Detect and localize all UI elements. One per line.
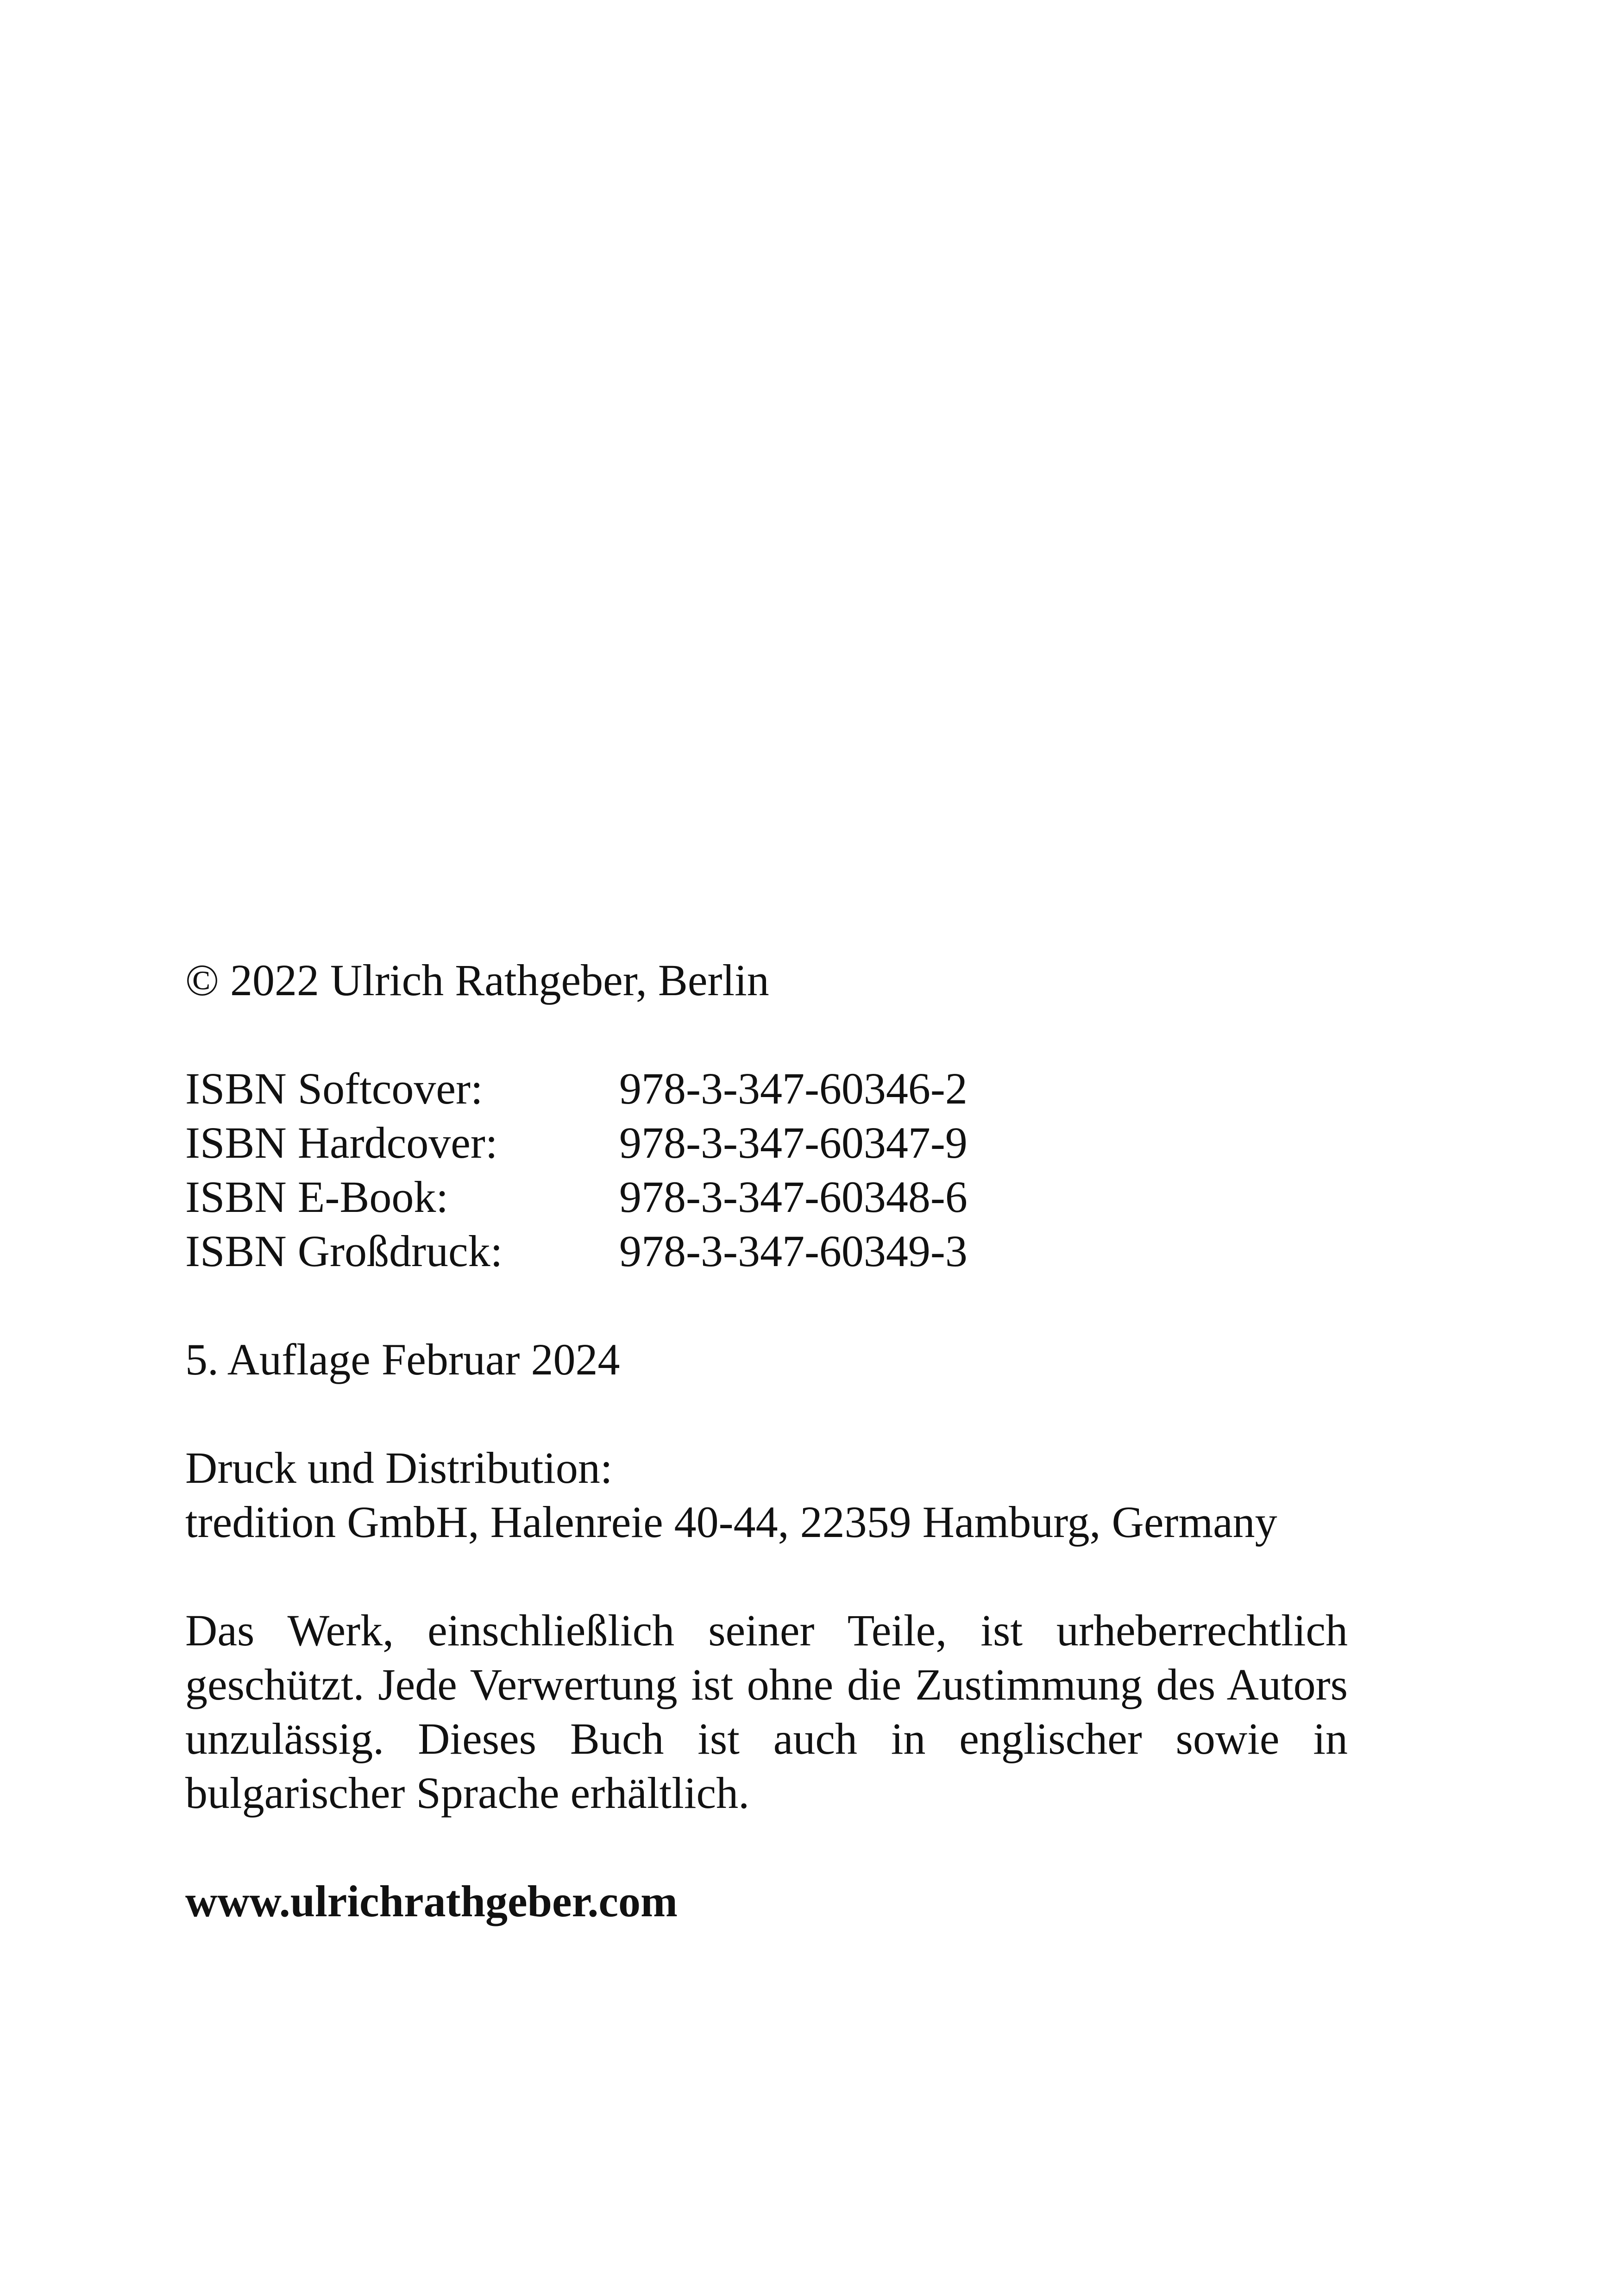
- isbn-row-large-print: [185, 1224, 1348, 1278]
- imprint-block: [185, 953, 1348, 1928]
- isbn-row-ebook: [185, 1170, 1348, 1224]
- isbn-label: ISBN Hardcover:: [185, 1118, 498, 1167]
- isbn-row-softcover: [185, 1061, 1348, 1116]
- spacer: [185, 1549, 1348, 1603]
- author-website: www.ulrichrathgeber.com: [185, 1876, 678, 1926]
- print-distribution-heading: Druck und Distribution:: [185, 1443, 613, 1493]
- rights-notice: Das Werk, einschließlich seiner Teile, ist urheberrechtlich geschützt. Jede Verwertung ist ohne die Zustimmung des Autors unzulässig. Dieses Buch ist auch in englischer sowie in bulgarischer Sprache erhältlich.: [185, 1606, 1348, 1818]
- edition-note: 5. Auflage Februar 2024: [185, 1335, 620, 1384]
- isbn-label: ISBN Softcover:: [185, 1064, 483, 1113]
- printer-address: tredition GmbH, Halenreie 40-44, 22359 Hamburg, Germany: [185, 1497, 1277, 1547]
- isbn-value: 978-3-347-60347-9: [619, 1118, 968, 1167]
- spacer: [185, 1386, 1348, 1441]
- spacer: [185, 1007, 1348, 1061]
- spacer: [185, 1820, 1348, 1874]
- isbn-row-hardcover: [185, 1116, 1348, 1170]
- isbn-value: 978-3-347-60348-6: [619, 1172, 968, 1222]
- isbn-value: 978-3-347-60349-3: [619, 1226, 968, 1276]
- isbn-value: 978-3-347-60346-2: [619, 1064, 968, 1113]
- copyright-notice: © 2022 Ulrich Rathgeber, Berlin: [185, 955, 769, 1005]
- isbn-label: ISBN Großdruck:: [185, 1226, 503, 1276]
- isbn-label: ISBN E-Book:: [185, 1172, 449, 1222]
- spacer: [185, 1278, 1348, 1332]
- isbn-list: [185, 1061, 1348, 1278]
